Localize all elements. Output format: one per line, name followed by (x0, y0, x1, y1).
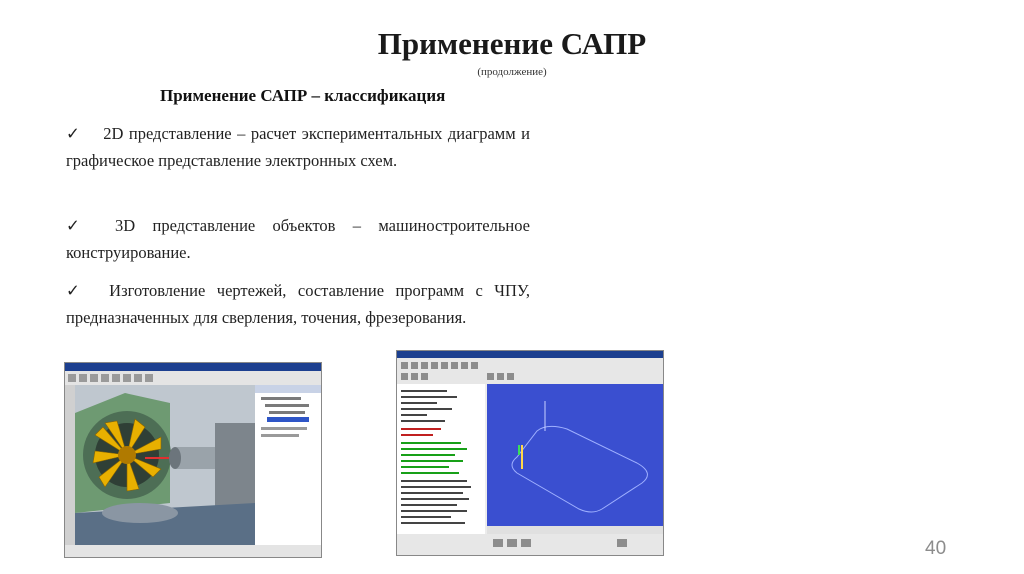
page-number: 40 (925, 538, 947, 559)
bullet-text: 3D представление объектов – машиностроительное конструирование. (66, 216, 530, 262)
bullet-text: Изготовление чертежей, составление программ с ЧПУ, предназначенных для сверления, точения, фрезерования. (66, 281, 531, 327)
checkmark-icon: ✓ (66, 281, 88, 300)
bullet-text: 2D представление – расчет экспериментальных диаграмм и графическое представление электронных схем. (66, 124, 530, 170)
section-heading: Применение САПР – классификация (160, 86, 446, 105)
bullet-item-3d (66, 212, 530, 266)
cnc-editor-screenshot (396, 350, 664, 556)
bullet-item-cnc (66, 277, 530, 331)
cad-machining-illustration (65, 363, 321, 557)
checkmark-icon: ✓ (66, 216, 94, 235)
slide-subtitle: (продолжение) (477, 66, 547, 78)
checkmark-icon: ✓ (66, 124, 82, 143)
cnc-editor-illustration (397, 351, 663, 555)
cad-machining-screenshot (64, 362, 322, 558)
slide-title: Применение САПР (377, 26, 647, 61)
bullet-item-2d (66, 120, 530, 174)
